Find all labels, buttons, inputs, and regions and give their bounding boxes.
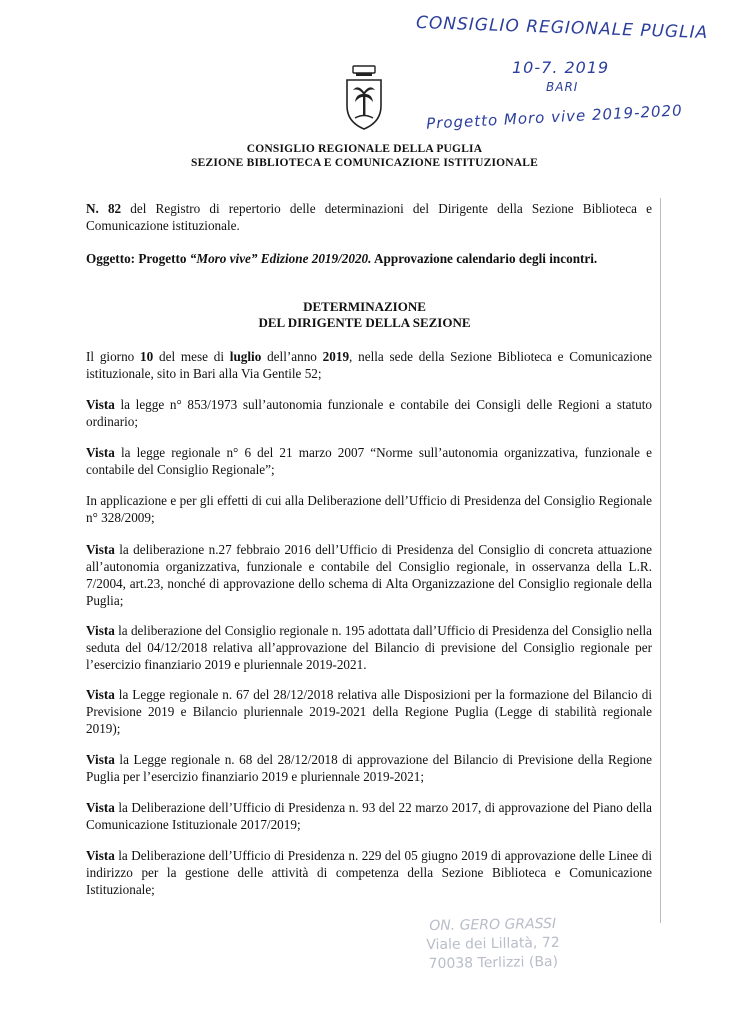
clause-paragraph: Vista la deliberazione del Consiglio regionale n. 195 adottata dall’Ufficio di Presidenza del Consiglio nella seduta del 04/12/2018 relativa all’approvazione del Bilancio di previsione del Consiglio regionale per l’esercizio finanziario 2019 e pluriennale 2019-2021. [86, 623, 652, 672]
subject-paragraph [86, 250, 652, 267]
stamp-city: 70038 Terlizzi (Ba) [428, 953, 559, 973]
clause-paragraph: Vista la deliberazione n.27 febbraio 2016 dell’Ufficio di Presidenza del Consiglio di concreta attuazione all’autonomia organizzativa, funzionale e contabile del Consiglio regionale, in osservanza della L.R. 7/2004, art.23, nonché di approvazione dello schema di Alta Organizzazione del Consiglio regionale della Puglia; [86, 542, 652, 608]
handwritten-council-note: CONSIGLIO REGIONALE PUGLIA [415, 12, 709, 44]
regional-emblem-icon [343, 64, 385, 132]
clause-paragraph: Vista la Legge regionale n. 68 del 28/12/2018 di approvazione del Bilancio di Previsione della Regione Puglia per l’esercizio finanziario 2019 e pluriennale 2019-2021; [86, 752, 652, 784]
intro-paragraph: Il giorno 10 del mese di luglio dell’anno 2019, nella sede della Sezione Biblioteca e Comunicazione istituzionale, sito in Bari alla Via Gentile 52; [86, 349, 653, 381]
registry-number: N. 82 [86, 201, 122, 216]
registry-paragraph [86, 200, 652, 234]
stamp-name: ON. GERO GRASSI [429, 915, 557, 935]
org-name: CONSIGLIO REGIONALE DELLA PUGLIA [246, 143, 483, 155]
clause-paragraph: Vista la Deliberazione dell’Ufficio di Presidenza n. 93 del 22 marzo 2017, di approvazione del Piano della Comunicazione Istituzionale 2017/2019; [86, 800, 652, 832]
document-title: DETERMINAZIONE [303, 299, 426, 314]
handwritten-date: 10-7. 2019 [512, 58, 610, 77]
document-subtitle: DEL DIRIGENTE DELLA SEZIONE [258, 315, 471, 330]
stamp-street: Viale dei Lillatà, 72 [426, 934, 560, 954]
clause-paragraph: Vista la Legge regionale n. 67 del 28/12/2018 relativa alle Disposizioni per la formazione del Bilancio di Previsione 2019 e Bilancio pluriennale 2019-2021 della Regione Puglia (Legge di stabilità regionale 2019); [86, 687, 652, 736]
intro-month: luglio [229, 349, 262, 364]
subject-text: Approvazione calendario degli incontri. [371, 251, 598, 266]
intro-day: 10 [140, 349, 154, 364]
registry-text: del Registro di repertorio delle determinazioni del Dirigente della Sezione Biblioteca e Comunicazione istituzionale. [86, 201, 652, 233]
subject-label: Oggetto: Progetto [86, 251, 190, 266]
handwritten-city: BARI [546, 80, 579, 94]
org-section: SEZIONE BIBLIOTECA E COMUNICAZIONE ISTITUZIONALE [190, 157, 539, 169]
clause-paragraph: Vista la Deliberazione dell’Ufficio di Presidenza n. 229 del 05 giugno 2019 di approvazione delle Linee di indirizzo per la gestione delle attività di competenza della Sezione Biblioteca e Comunicazione Istituzionale; [86, 848, 652, 897]
clause-paragraph: Vista la legge regionale n° 6 del 21 marzo 2007 “Norme sull’autonomia organizzativa, funzionale e contabile del Consiglio Regionale”; [86, 445, 652, 477]
address-stamp [398, 914, 589, 974]
clause-paragraph: Vista la legge n° 853/1973 sull’autonomia funzionale e contabile dei Consigli delle Regioni a statuto ordinario; [86, 397, 652, 429]
intro-year: 2019 [322, 349, 350, 364]
subject-project: “Moro vive” Edizione 2019/2020. [189, 251, 372, 266]
handwritten-project-note: Progetto Moro vive 2019-2020 [425, 101, 684, 133]
clause-paragraph: In applicazione e per gli effetti di cui alla Deliberazione dell’Ufficio di Presidenza del Consiglio Regionale n° 328/2009; [86, 493, 652, 525]
